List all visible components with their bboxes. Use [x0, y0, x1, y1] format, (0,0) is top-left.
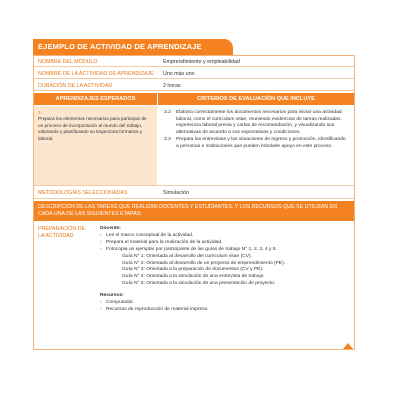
- guide-item: Guía N° 5: Orientada a la simulación de una presentación de proyecto.: [122, 281, 276, 287]
- task-description-row: [34, 201, 354, 221]
- activity-name-label: NOMBRE DE LA ACTIVIDAD DE APRENDIZAJE: [38, 71, 154, 77]
- page-title: EJEMPLO DE ACTIVIDAD DE APRENDIZAJE: [33, 39, 233, 55]
- page-corner-icon: [343, 343, 353, 349]
- expected-learning-cell: [34, 106, 157, 185]
- list-item: › Lee el marco conceptual de la actividad.: [100, 233, 350, 240]
- duration-label: DURACIÓN DE LA ACTIVIDAD: [38, 83, 113, 89]
- criterion-number: 3.2: [164, 110, 171, 115]
- learning-text: Prepara los elementos necesarios para participar de un proceso de incorporación al mundo del trabajo, valorando y planificando su trayectoria formativa y laboral.: [38, 116, 147, 141]
- criterion-item: [164, 110, 348, 136]
- list-item: › Prepara el material para la realización de la actividad.: [100, 240, 350, 247]
- preparation-content: [96, 222, 354, 349]
- methodology-label: METODOLOGÍAS SELECCIONADAS: [38, 190, 128, 196]
- task-description-bar: DESCRIPCIÓN DE LAS TAREAS QUE REALIZAN DOCENTES Y ESTUDIANTES, Y LOS RECURSOS QUE SE UTILIZAN EN CADA UNA DE LAS SIGUIENTES ETAPAS:: [34, 201, 354, 221]
- list-item: › Fotocopia un ejemplar por participante de las guías de trabajo N° 1, 2, 3, 4 y 5:: [100, 247, 350, 254]
- expected-learning-header: APRENDIZAJES ESPERADOS: [34, 93, 157, 105]
- criterion-number: 3.3: [164, 137, 171, 142]
- learning-number: 3.: [38, 110, 42, 115]
- table-header-row: [34, 93, 354, 105]
- methodology-value: Simulación: [163, 190, 189, 196]
- evaluation-criteria-cell: [158, 106, 354, 185]
- guide-item: Guía N° 2: Orientada al desarrollo de un proyecto de emprendimiento (PE).: [122, 260, 286, 266]
- criterion-text: Elabora correctamente los documentos necesarios para iniciar una actividad laboral, como el curriculum vitae, reuniendo evidencias de tareas realizadas, experiencia laboral previa y cartas de recomendación, y visualizando sus alternativas de acuerdo a sus expectativas y condiciones.: [176, 110, 342, 135]
- duration-row: [34, 80, 354, 91]
- activity-name-value: Uno más uno: [163, 71, 195, 77]
- list-item: › Recursos de reproducción de material impreso.: [100, 307, 350, 314]
- teacher-heading: Docente:: [100, 226, 121, 231]
- preparation-label: PREPARACIÓN DE LA ACTIVIDAD: [38, 226, 85, 239]
- methodology-row: [34, 187, 354, 199]
- duration-value: 2 horas: [163, 83, 181, 89]
- criterion-text: Prepara las entrevistas y las situaciones de ingreso y promoción, identificando a personas e instituciones que pueden brindarle apoyo en este proceso.: [176, 137, 346, 149]
- guide-item: Guía N° 3: Orientada a la preparación de documentos (CV y PE).: [122, 267, 264, 273]
- learning-criteria-row: [34, 106, 354, 186]
- preparation-row: [34, 222, 354, 349]
- activity-table: [33, 55, 355, 350]
- module-name-value: Emprendimiento y empleabilidad: [163, 59, 240, 65]
- resources-heading: Recursos:: [100, 293, 124, 299]
- evaluation-criteria-header: CRITERIOS DE EVALUACIÓN QUE INCLUYE: [158, 93, 354, 105]
- guide-item: Guía N° 1: Orientada al desarrollo del curriculum vitae (CV).: [122, 253, 252, 259]
- module-name-label: NOMBRE DEL MÓDULO: [38, 59, 98, 65]
- list-item: › Computador.: [100, 300, 350, 307]
- module-name-row: [34, 56, 354, 67]
- guide-item: Guía N° 4: Orientada a la simulación de una entrevista de trabajo.: [122, 274, 265, 280]
- activity-name-row: [34, 68, 354, 79]
- criterion-item: [164, 137, 348, 150]
